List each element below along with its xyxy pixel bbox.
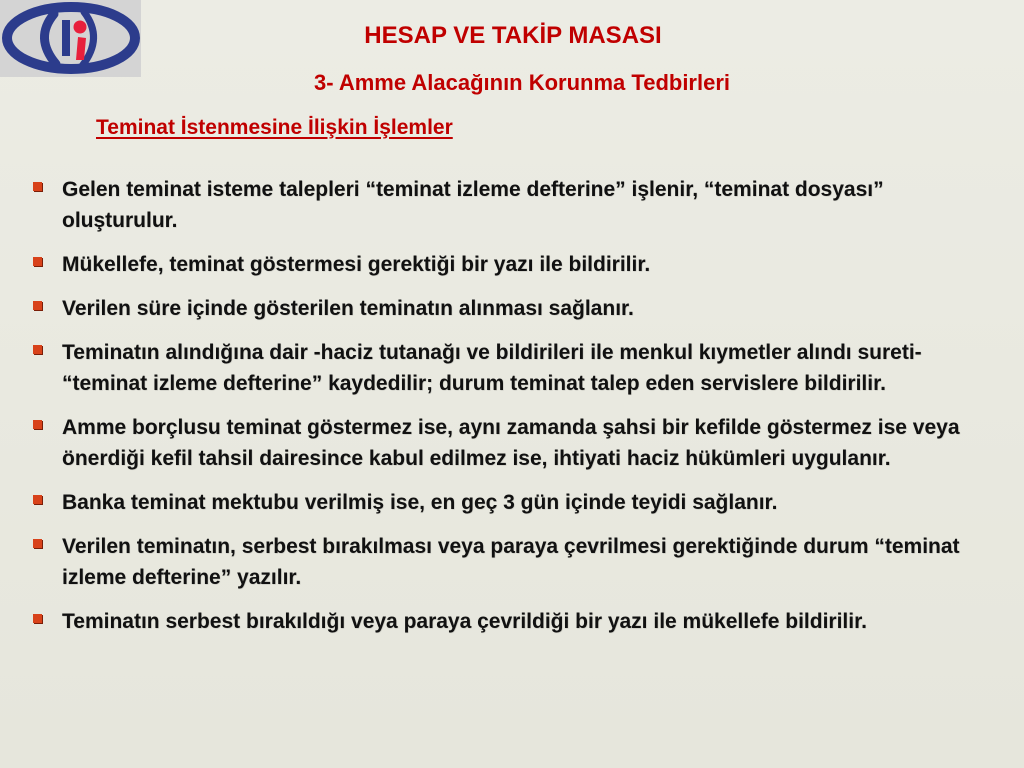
- bullet-text: Verilen süre içinde gösterilen teminatın alınması sağlanır.: [62, 297, 634, 320]
- bullet-text: Teminatın alındığına dair -haciz tutanağı ve bildirileri ile menkul kıymetler alındı sureti- “teminat izleme defterine” kaydedilir; durum teminat talep eden servislere bildirilir.: [62, 341, 922, 395]
- square-bullet-icon: [33, 539, 42, 548]
- bullet-text: Amme borçlusu teminat göstermez ise, aynı zamanda şahsi bir kefilde göstermez ise veya önerdiği kefil tahsil dairesince kabul edilmez ise, ihtiyati haciz hükümleri uygulanır.: [62, 416, 960, 470]
- bullet-text: Banka teminat mektubu verilmiş ise, en geç 3 gün içinde teyidi sağlanır.: [62, 491, 778, 514]
- slide-title: [0, 22, 1024, 50]
- bullet-list: [30, 174, 998, 650]
- slide-title-text: HESAP VE TAKİP MASASI: [364, 22, 662, 49]
- square-bullet-icon: [33, 301, 42, 310]
- bullet-text: Verilen teminatın, serbest bırakılması veya paraya çevrilmesi gerektiğinde durum “teminat izleme defterine” yazılır.: [62, 535, 960, 589]
- square-bullet-icon: [33, 420, 42, 429]
- square-bullet-icon: [33, 257, 42, 266]
- bullet-item: [30, 293, 998, 324]
- square-bullet-icon: [33, 614, 42, 623]
- bullet-item: [30, 606, 998, 637]
- bullet-text: Teminatın serbest bırakıldığı veya paraya çevrildiği bir yazı ile mükellefe bildirilir.: [62, 610, 867, 633]
- square-bullet-icon: [33, 495, 42, 504]
- bullet-item: [30, 174, 998, 236]
- section-heading: Teminat İstenmesine İlişkin İşlemler: [96, 116, 453, 139]
- slide-subtitle: 3- Amme Alacağının Korunma Tedbirleri: [313, 70, 731, 95]
- bullet-item: [30, 249, 998, 280]
- bullet-text: Mükellefe, teminat göstermesi gerektiği bir yazı ile bildirilir.: [62, 253, 651, 276]
- square-bullet-icon: [33, 345, 42, 354]
- bullet-text: Gelen teminat isteme talepleri “teminat izleme defterine” işlenir, “teminat dosyası” oluşturulur.: [62, 178, 884, 232]
- bullet-item: [30, 337, 998, 399]
- bullet-item: [30, 531, 998, 593]
- bullet-item: [30, 487, 998, 518]
- square-bullet-icon: [33, 182, 42, 191]
- bullet-item: [30, 412, 998, 474]
